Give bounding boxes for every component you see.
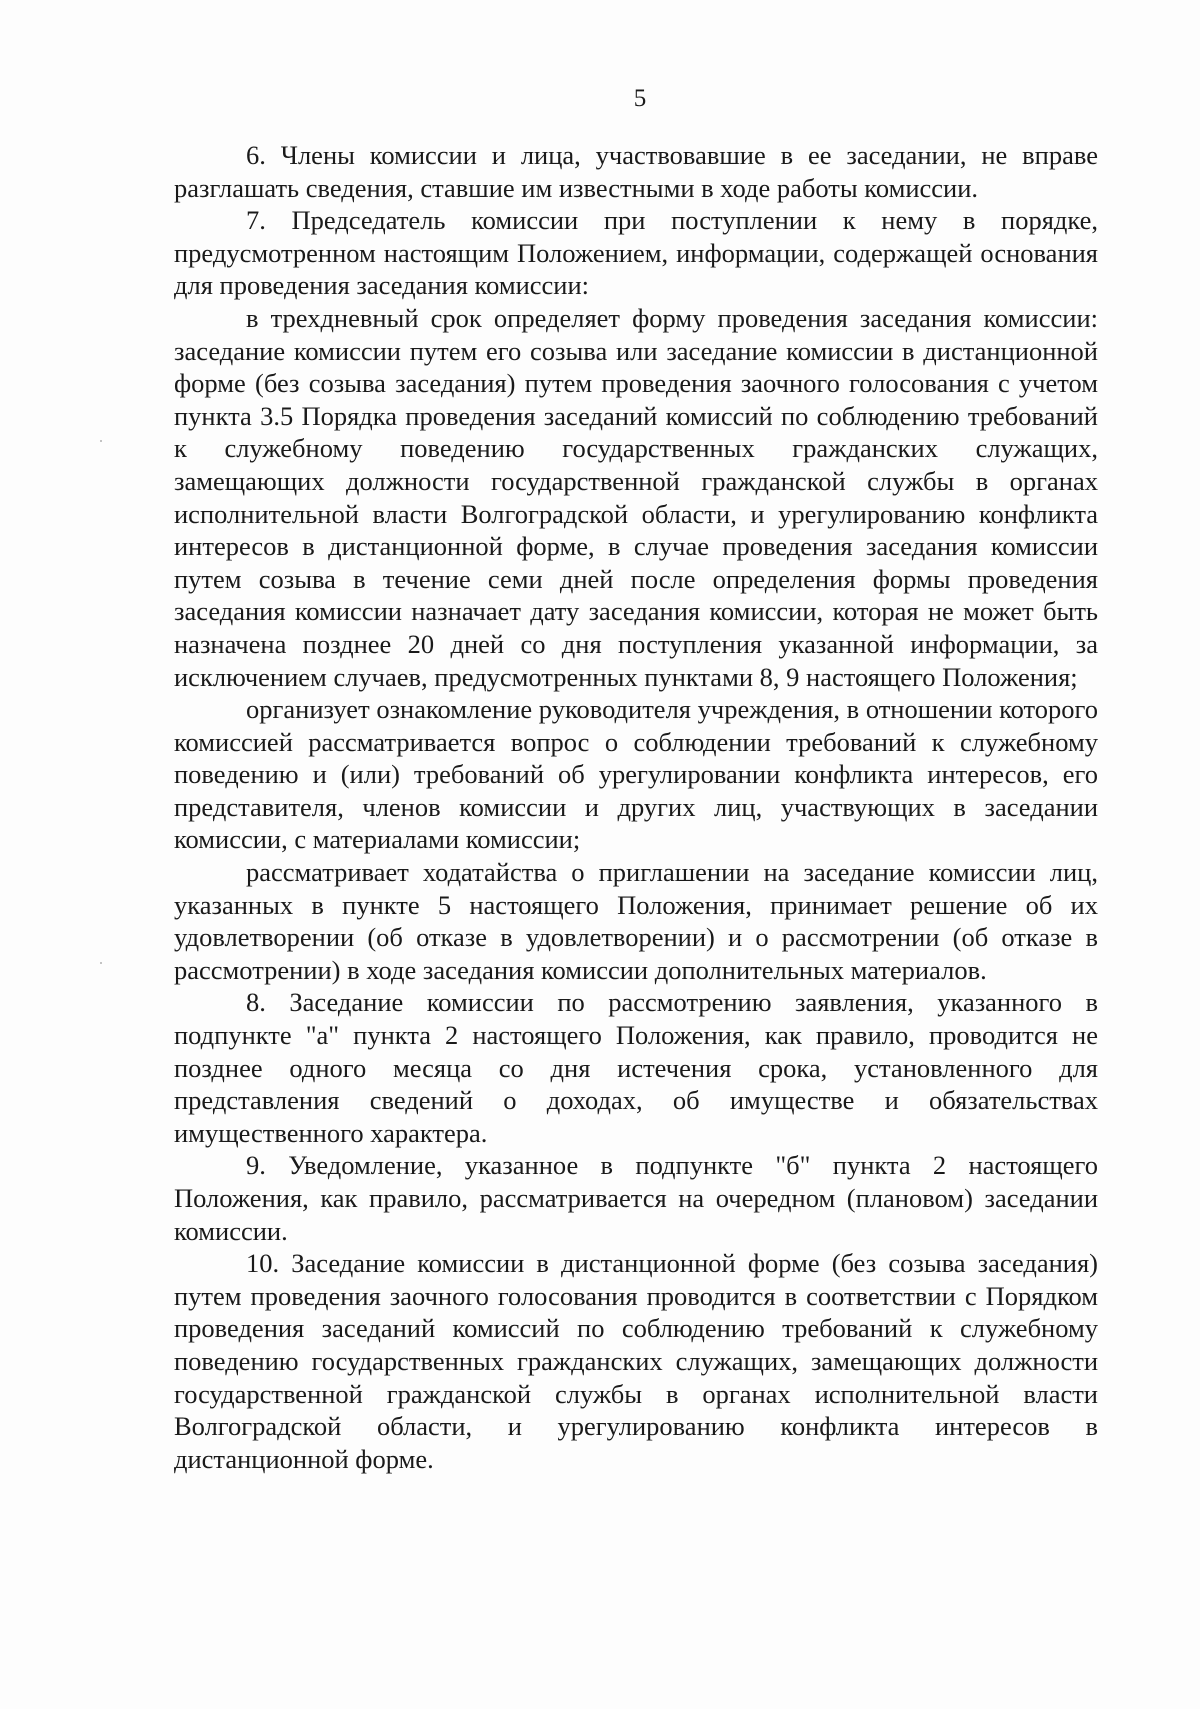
paragraph-6: 6. Члены комиссии и лица, участвовавшие в ее заседании, не вправе разглашать сведения, ставшие им известными в ходе работы комиссии. (174, 140, 1098, 203)
scan-speck (100, 440, 102, 442)
scan-speck (100, 962, 102, 964)
paragraph-9: 9. Уведомление, указанное в подпункте "б" пункта 2 настоящего Положения, как правило, рассматривается на очередном (плановом) заседании комиссии. (174, 1150, 1098, 1246)
paragraph-7: 7. Председатель комиссии при поступлении к нему в порядке, предусмотренном настоящим Положением, информации, содержащей основания для проведения заседания комиссии: (174, 205, 1098, 301)
paragraph-7-item-deadline: в трехдневный срок определяет форму проведения заседания комиссии: заседание комиссии путем его созыва или заседание комиссии в дистанционной форме (без созыва заседания) путем проведения заочного голосования с учетом пункта 3.5 Порядка проведения заседаний комиссий по соблюдению требований к служебному поведению государственных гражданских служащих, замещающих должности государственной гражданской службы в органах исполнительной власти Волгоградской области, и урегулированию конфликта интересов в дистанционной форме, в случае проведения заседания комиссии путем созыва в течение семи дней после определения формы проведения заседания комиссии назначает дату заседания комиссии, которая не может быть назначена позднее 20 дней со дня поступления указанной информации, за исключением случаев, предусмотренных пунктами 8, 9 настоящего Положения; (174, 302, 1098, 692)
paragraph-7-item-familiarization: организует ознакомление руководителя учреждения, в отношении которого комиссией рассматривается вопрос о соблюдении требований к служебному поведению и (или) требований об урегулировании конфликта интересов, его представителя, членов комиссии и других лиц, участвующих в заседании комиссии, с материалами комиссии; (174, 694, 1098, 855)
paragraph-10: 10. Заседание комиссии в дистанционной форме (без созыва заседания) путем проведения заочного голосования проводится в соответствии с Порядком проведения заседаний комиссий по соблюдению требований к служебному поведению государственных гражданских служащих, замещающих должности государственной гражданской службы в органах исполнительной власти Волгоградской области, и урегулированию конфликта интересов в дистанционной форме. (174, 1248, 1098, 1474)
paragraph-8: 8. Заседание комиссии по рассмотрению заявления, указанного в подпункте "а" пункта 2 настоящего Положения, как правило, проводится не позднее одного месяца со дня истечения срока, установленного для представления сведений о доходах, об имуществе и обязательствах имущественного характера. (174, 987, 1098, 1148)
page-number: 5 (633, 85, 647, 112)
paragraph-7-item-petitions: рассматривает ходатайства о приглашении на заседание комиссии лиц, указанных в пункте 5 настоящего Положения, принимает решение об их удовлетворении (об отказе в удовлетворении) и о рассмотрении (об отказе в рассмотрении) в ходе заседания комиссии дополнительных материалов. (174, 857, 1098, 985)
document-body (174, 139, 1098, 1475)
